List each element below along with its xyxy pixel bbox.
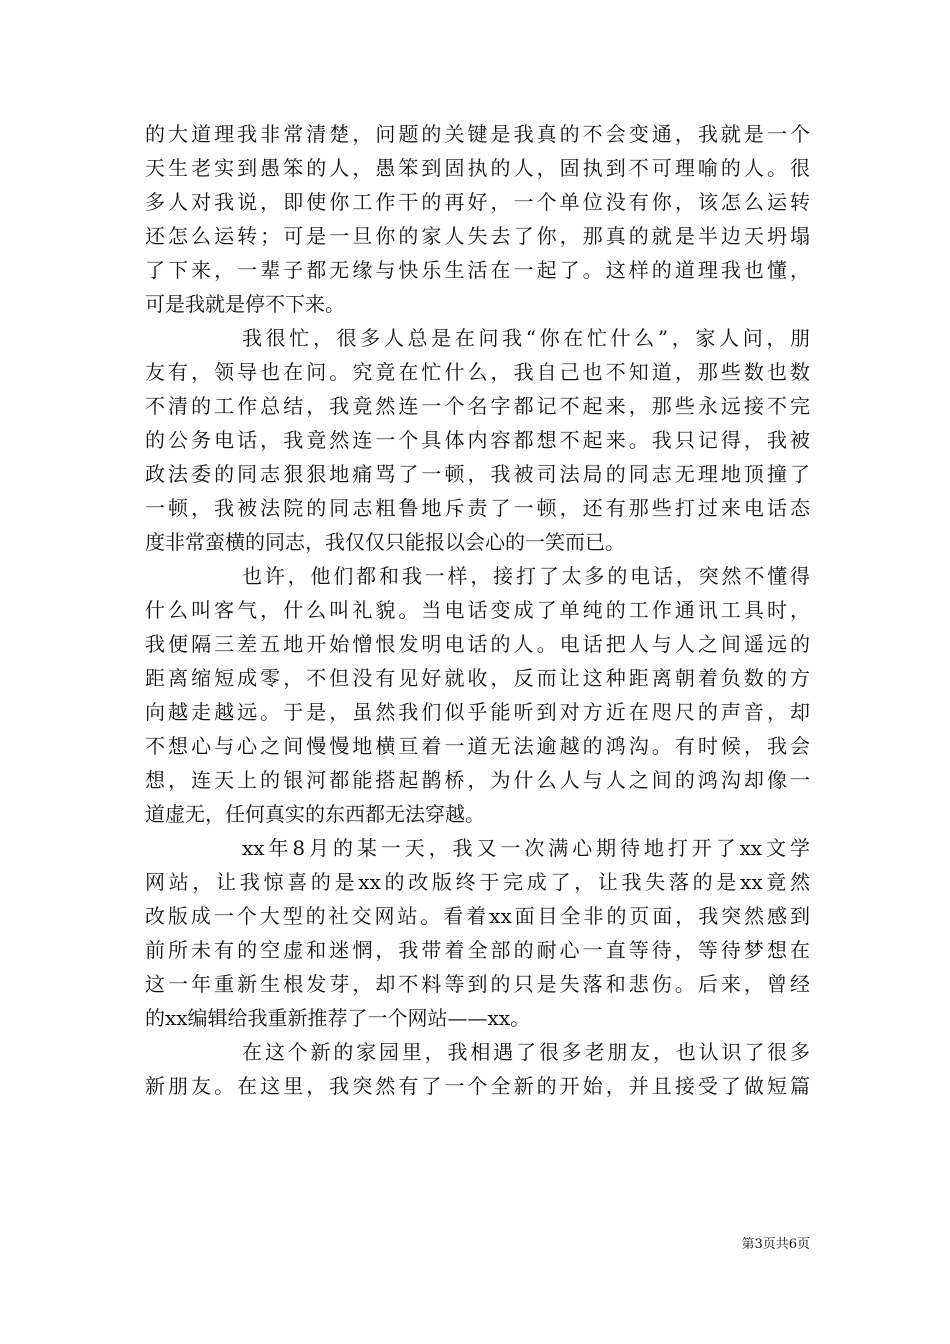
text-line: 新朋友。在这里，我突然有了一个全新的开始，并且接受了做短篇 bbox=[145, 1074, 810, 1098]
text-line: 改版成一个大型的社交网站。看着xx面目全非的页面，我突然感到 bbox=[145, 904, 810, 928]
text-line: 在这个新的家园里，我相遇了很多老朋友，也认识了很多 bbox=[242, 1040, 810, 1064]
text-line: xx年8月的某一天，我又一次满心期待地打开了xx文学 bbox=[242, 836, 810, 860]
text-line: 前所未有的空虚和迷惘，我带着全部的耐心一直等待，等待梦想在 bbox=[145, 938, 810, 962]
text-line: 不清的工作总结，我竟然连一个名字都记不起来，那些永远接不完 bbox=[145, 394, 810, 418]
text-line: 我很忙，很多人总是在问我“你在忙什么”，家人问，朋 bbox=[242, 326, 810, 350]
text-line: 的xx编辑给我重新推荐了一个网站——xx。 bbox=[145, 1006, 531, 1030]
text-line: 也许，他们都和我一样，接打了太多的电话，突然不懂得 bbox=[242, 564, 810, 588]
text-line: 度非常蛮横的同志，我仅仅只能报以会心的一笑而已。 bbox=[145, 530, 625, 554]
text-line: 还怎么运转；可是一旦你的家人失去了你，那真的就是半边天坍塌 bbox=[145, 224, 810, 248]
text-line: 政法委的同志狠狠地痛骂了一顿，我被司法局的同志无理地顶撞了 bbox=[145, 462, 810, 486]
paragraph bbox=[145, 117, 810, 321]
text-line: 不想心与心之间慢慢地横亘着一道无法逾越的鸿沟。有时候，我会 bbox=[145, 734, 810, 758]
text-line: 了下来，一辈子都无缘与快乐生活在一起了。这样的道理我也懂， bbox=[145, 258, 810, 282]
paragraph bbox=[145, 831, 810, 1035]
text-line: 什么叫客气，什么叫礼貌。当电话变成了单纯的工作通讯工具时， bbox=[145, 598, 810, 622]
body-text bbox=[145, 117, 810, 1103]
text-line: 这一年重新生根发芽，却不料等到的只是失落和悲伤。后来，曾经 bbox=[145, 972, 810, 996]
paragraph bbox=[145, 321, 810, 559]
text-line: 一顿，我被法院的同志粗鲁地斥责了一顿，还有那些打过来电话态 bbox=[145, 496, 810, 520]
text-line: 道虚无，任何真实的东西都无法穿越。 bbox=[145, 802, 485, 826]
text-line: 距离缩短成零，不但没有见好就收，反而让这种距离朝着负数的方 bbox=[145, 666, 810, 690]
text-line: 网站，让我惊喜的是xx的改版终于完成了，让我失落的是xx竟然 bbox=[145, 870, 810, 894]
text-line: 可是我就是停不下来。 bbox=[145, 292, 345, 316]
text-line: 想，连天上的银河都能搭起鹊桥，为什么人与人之间的鸿沟却像一 bbox=[145, 768, 810, 792]
text-line: 友有，领导也在问。究竟在忙什么，我自己也不知道，那些数也数 bbox=[145, 360, 810, 384]
text-line: 我便隔三差五地开始憎恨发明电话的人。电话把人与人之间遥远的 bbox=[145, 632, 810, 656]
paragraph bbox=[145, 1035, 810, 1103]
text-line: 向越走越远。于是，虽然我们似乎能听到对方近在咫尺的声音，却 bbox=[145, 700, 810, 724]
text-line: 多人对我说，即使你工作干的再好，一个单位没有你，该怎么运转 bbox=[145, 190, 810, 214]
paragraph bbox=[145, 559, 810, 831]
text-line: 的公务电话，我竟然连一个具体内容都想不起来。我只记得，我被 bbox=[145, 428, 810, 452]
text-line: 天生老实到愚笨的人，愚笨到固执的人，固执到不可理喻的人。很 bbox=[145, 156, 810, 180]
page-footer: 第3页共6页 bbox=[741, 1237, 810, 1252]
text-line: 的大道理我非常清楚，问题的关键是我真的不会变通，我就是一个 bbox=[145, 122, 810, 146]
